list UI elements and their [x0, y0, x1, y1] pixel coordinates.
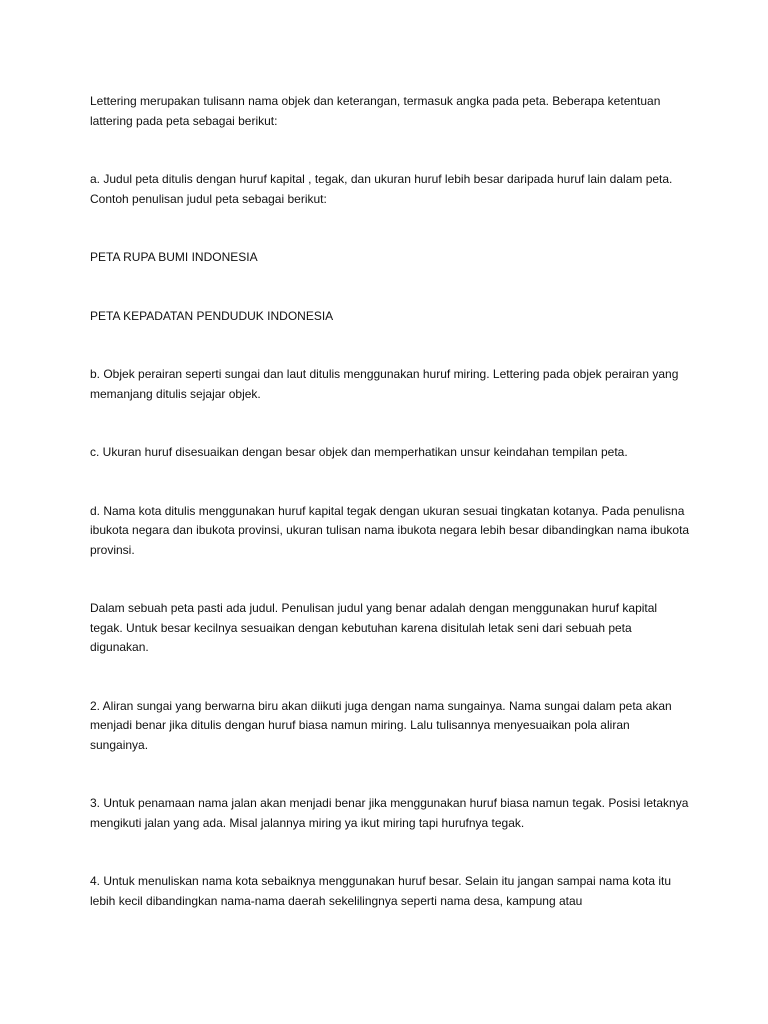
- example-title-2: PETA KEPADATAN PENDUDUK INDONESIA: [90, 308, 334, 323]
- paragraph-title-note: Dalam sebuah peta pasti ada judul. Penulisan judul yang benar adalah dengan menggunakan huruf kapital tegak. Untuk besar kecilnya sesuaikan dengan kebutuhan karena disitulah letak seni dari sebuah peta digunakan.: [90, 601, 658, 654]
- paragraph-c: c. Ukuran huruf disesuaikan dengan besar objek dan memperhatikan unsur keindahan tempilan peta.: [90, 445, 628, 459]
- paragraph-b: b. Objek perairan seperti sungai dan laut ditulis menggunakan huruf miring. Lettering pada objek perairan yang memanjang ditulis sejajar objek.: [90, 367, 679, 401]
- paragraph-3: 3. Untuk penamaan nama jalan akan menjadi benar jika menggunakan huruf biasa namun tegak. Posisi letaknya mengikuti jalan yang ada. Misal jalannya miring ya ikut miring tapi hurufnya tegak.: [90, 796, 689, 830]
- paragraph-2: 2. Aliran sungai yang berwarna biru akan diikuti juga dengan nama sungainya. Nama sungai dalam peta akan menjadi benar jika ditulis dengan huruf biasa namun miring. Lalu tulisannya menyesuaikan pola aliran sungainya.: [90, 698, 672, 752]
- paragraph-d: d. Nama kota ditulis menggunakan huruf kapital tegak dengan ukuran sesuai tingkatan kotanya. Pada penulisna ibukota negara dan ibukota provinsi, ukuran tulisan nama ibukota negara lebih besar dibandingkan nama ibukota provinsi.: [90, 503, 690, 557]
- document-body: [90, 92, 690, 911]
- paragraph-4: 4. Untuk menuliskan nama kota sebaiknya menggunakan huruf besar. Selain itu jangan sampai nama kota itu lebih kecil dibandingkan nama-nama daerah sekelilingnya seperti nama desa, kampung atau: [90, 874, 672, 908]
- example-title-1: PETA RUPA BUMI INDONESIA: [90, 250, 258, 264]
- paragraph-a: a. Judul peta ditulis dengan huruf kapital , tegak, dan ukuran huruf lebih besar daripada huruf lain dalam peta. Contoh penulisan judul peta sebagai berikut:: [90, 172, 673, 206]
- paragraph-intro: Lettering merupakan tulisann nama objek dan keterangan, termasuk angka pada peta. Beberapa ketentuan lattering pada peta sebagai berikut:: [90, 94, 661, 128]
